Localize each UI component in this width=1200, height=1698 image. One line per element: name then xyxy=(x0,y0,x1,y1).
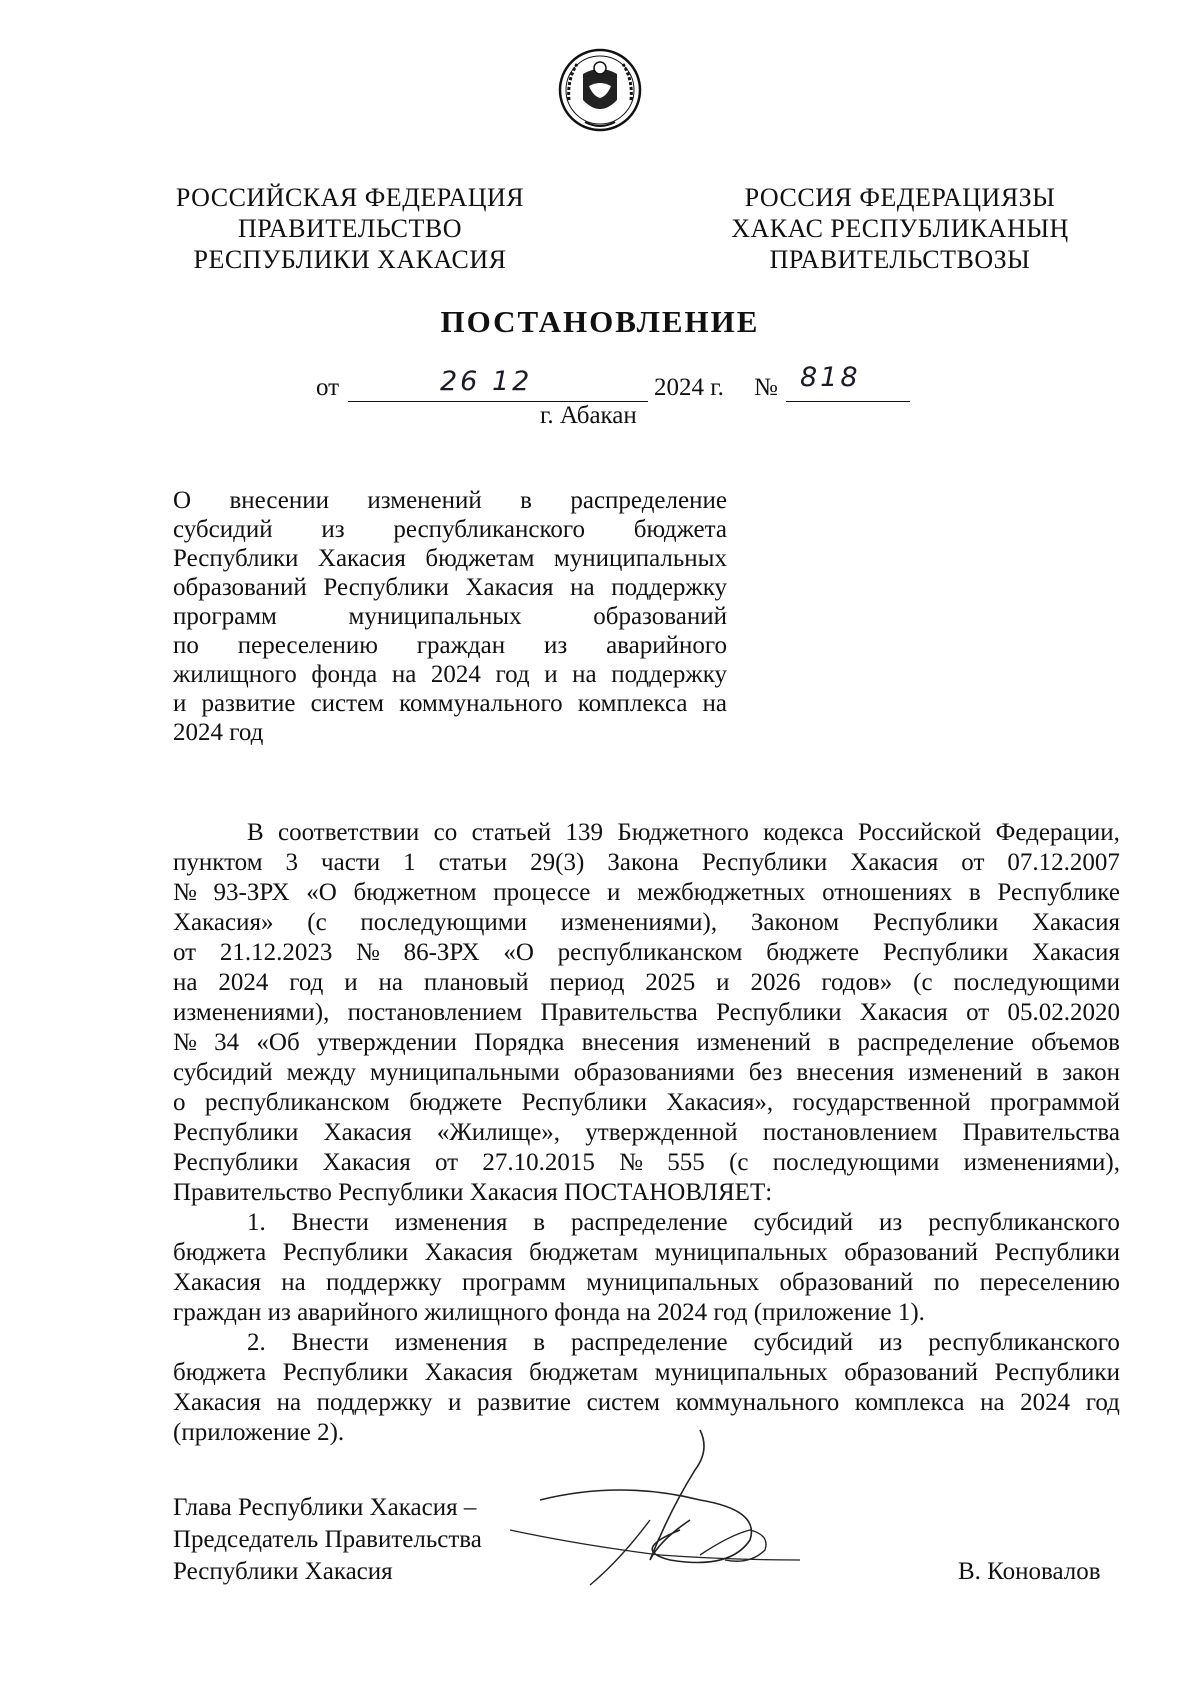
number-underline xyxy=(786,401,910,402)
subject-word: изменений xyxy=(367,487,482,514)
year-label: 2024 г. xyxy=(654,374,724,401)
body-line: о республиканском бюджете Республики Хакасия», государственной программой xyxy=(173,1089,1120,1116)
subject-line xyxy=(173,660,727,689)
signatory-position-line-3: Республики Хакасия xyxy=(173,1558,393,1585)
body-line: Хакасия на поддержку и развитие систем коммунального комплекса на 2024 год xyxy=(173,1389,1120,1416)
body-line: № 93-ЗРХ «О бюджетном процессе и межбюджетных отношениях в Республике xyxy=(173,879,1120,906)
subject-line xyxy=(173,486,727,515)
subject-word: образований Республики Хакасия на поддержку xyxy=(173,574,727,601)
body-line: Республики Хакасия «Жилище», утвержденной постановлением Правительства xyxy=(173,1119,1120,1146)
number-handwritten: 818 xyxy=(800,362,861,393)
subject-word: переселению xyxy=(237,632,378,659)
signatory-position xyxy=(173,1492,482,1588)
body-line: на 2024 год и на плановый период 2025 и 2026 годов» (с последующими xyxy=(173,969,1120,996)
body-line: бюджета Республики Хакасия бюджетам муниципальных образований Республики xyxy=(173,1359,1120,1386)
signatory-name: В. Коновалов xyxy=(958,1558,1101,1585)
subject-word: из xyxy=(543,632,568,659)
subject-word: и развитие систем коммунального комплекса на xyxy=(173,690,727,717)
header-left-block xyxy=(140,182,560,275)
subject-line xyxy=(173,573,727,602)
subject-word: О xyxy=(173,487,192,514)
subject-word: из xyxy=(321,516,345,543)
number-label: № xyxy=(754,374,778,401)
header-right-block xyxy=(690,182,1110,275)
handwritten-signature xyxy=(500,1410,820,1610)
body-line: В соответствии со статьей 139 Бюджетного кодекса Российской Федерации, xyxy=(247,819,1120,846)
subject-word: Республики Хакасия бюджетам муниципальных xyxy=(173,545,727,572)
subject-word: внесении xyxy=(229,487,329,514)
city-label: г. Абакан xyxy=(540,402,637,429)
body-line: (приложение 2). xyxy=(173,1419,345,1446)
body-line: 2. Внести изменения в распределение субсидий из республиканского xyxy=(247,1329,1120,1356)
body-line: 1. Внести изменения в распределение субсидий из республиканского xyxy=(247,1209,1120,1236)
body-line: Хакасия на поддержку программ муниципальных образований по переселению xyxy=(173,1269,1120,1296)
body-line: граждан из аварийного жилищного фонда на 2024 год (приложение 1). xyxy=(173,1299,925,1326)
subject-word: по xyxy=(173,632,199,659)
document-type-title: ПОСТАНОВЛЕНИЕ xyxy=(440,304,760,339)
subject-line xyxy=(173,689,727,718)
subject-word: в xyxy=(520,487,532,514)
body-line: № 34 «Об утверждении Порядка внесения изменений в распределение объемов xyxy=(173,1029,1120,1056)
body-line: бюджета Республики Хакасия бюджетам муниципальных образований Республики xyxy=(173,1239,1120,1266)
body-line: Правительство Республики Хакасия ПОСТАНОВЛЯЕТ: xyxy=(173,1179,773,1206)
subject-word: республиканского xyxy=(393,516,586,543)
subject-line xyxy=(173,718,727,747)
body-line: от 21.12.2023 № 86-ЗРХ «О республиканском бюджете Республики Хакасия xyxy=(173,939,1120,966)
subject-word: субсидий xyxy=(173,516,273,543)
header-right-line-2: ХАКАС РЕСПУБЛИКАНЫҢ xyxy=(731,214,1069,243)
subject-word: аварийного xyxy=(606,632,727,659)
subject-line xyxy=(173,544,727,573)
subject-word: граждан xyxy=(416,632,506,659)
coat-of-arms-emblem xyxy=(557,40,643,140)
date-from-label: от xyxy=(316,374,340,401)
body-line: субсидий между муниципальными образованиями без внесения изменений в закон xyxy=(173,1059,1120,1086)
signatory-position-line-1: Глава Республики Хакасия – xyxy=(173,1494,477,1521)
subject-block xyxy=(173,486,727,747)
signatory-position-line-2: Председатель Правительства xyxy=(173,1526,482,1553)
subject-word: 2024 год xyxy=(173,719,264,746)
subject-line xyxy=(173,515,727,544)
body-line: Республики Хакасия от 27.10.2015 № 555 (с последующими изменениями), xyxy=(173,1149,1120,1176)
subject-word: программ xyxy=(173,603,277,630)
body-text xyxy=(173,818,1120,1448)
body-line: Хакасия» (с последующими изменениями), Законом Республики Хакасия xyxy=(173,909,1120,936)
subject-word: бюджета xyxy=(633,516,727,543)
subject-word: распределение xyxy=(570,487,727,514)
header-right-line-1: РОССИЯ ФЕДЕРАЦИЯЗЫ xyxy=(744,183,1056,212)
header-left-line-3: РЕСПУБЛИКИ ХАКАСИЯ xyxy=(193,245,507,274)
subject-line xyxy=(173,631,727,660)
subject-word: образований xyxy=(593,603,727,630)
body-line: пунктом 3 части 1 статьи 29(3) Закона Республики Хакасия от 07.12.2007 xyxy=(173,849,1120,876)
header-right-line-3: ПРАВИТЕЛЬСТВОЗЫ xyxy=(769,245,1031,274)
subject-line xyxy=(173,602,727,631)
body-line: изменениями), постановлением Правительства Республики Хакасия от 05.02.2020 xyxy=(173,999,1120,1026)
header-left-line-1: РОССИЙСКАЯ ФЕДЕРАЦИЯ xyxy=(175,183,525,212)
header-left-line-2: ПРАВИТЕЛЬСТВО xyxy=(238,214,462,243)
subject-word: жилищного фонда на 2024 год и на поддержку xyxy=(173,661,727,688)
date-handwritten: 26 12 xyxy=(440,366,533,397)
subject-word: муниципальных xyxy=(348,603,522,630)
